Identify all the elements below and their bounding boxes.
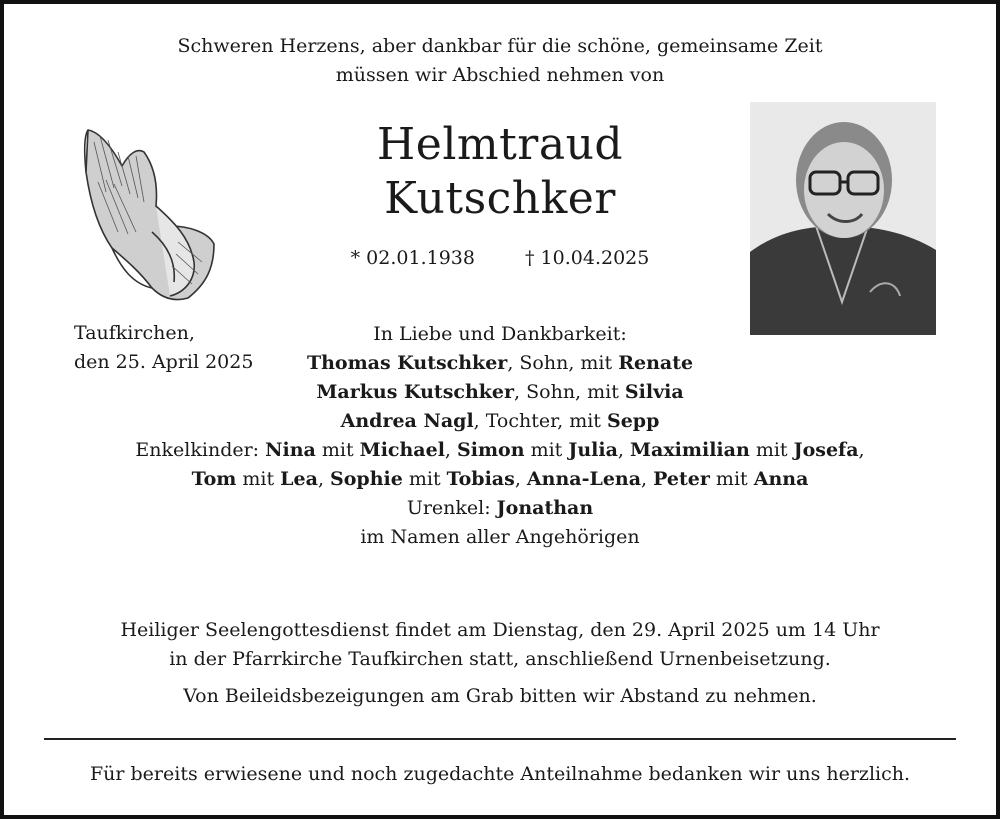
family-text: , (514, 468, 527, 490)
family-name: Josefa (793, 439, 859, 461)
family-list (0, 320, 1000, 552)
thanks-line: Für bereits erwiesene und noch zugedachte Anteilnahme bedanken wir uns herzlich. (89, 763, 911, 785)
family-text: , (444, 439, 457, 461)
death-date: † 10.04.2025 (525, 247, 650, 269)
family-name: Lea (280, 468, 318, 490)
family-text: , (317, 468, 331, 490)
family-name: Sophie (330, 468, 403, 490)
service-line-2: in der Pfarrkirche Taufkirchen statt, anschließend Urnenbeisetzung. (169, 648, 831, 670)
family-name: Peter (653, 468, 710, 490)
family-name: Silvia (624, 381, 684, 403)
family-text: , (641, 468, 654, 490)
family-name: Tom (191, 468, 237, 490)
family-name: Simon (457, 439, 525, 461)
birth-date: * 02.01.1938 (350, 247, 475, 269)
family-text: Enkelkinder: (135, 439, 266, 461)
last-name: Kutschker (384, 173, 616, 224)
family-text: , Tochter, mit (473, 410, 607, 432)
family-row (0, 465, 1000, 494)
family-name: Anna-Lena (526, 468, 642, 490)
family-text: , Sohn, mit (514, 381, 625, 403)
family-row (0, 436, 1000, 465)
family-name: Thomas Kutschker (306, 352, 508, 374)
family-name: Andrea Nagl (340, 410, 474, 432)
divider (44, 738, 956, 740)
family-name: Sepp (606, 410, 660, 432)
family-row (0, 349, 1000, 378)
family-row (0, 407, 1000, 436)
first-name: Helmtraud (376, 119, 624, 170)
condolence-note (0, 682, 1000, 711)
deceased-name (0, 118, 1000, 226)
family-text: mit (402, 468, 447, 490)
date-line: den 25. April 2025 (74, 351, 254, 373)
family-text: , (617, 439, 630, 461)
family-name: Julia (568, 439, 618, 461)
family-row (0, 523, 1000, 552)
family-text: , Sohn, mit (507, 352, 619, 374)
service-line-1: Heiliger Seelengottesdienst findet am Dienstag, den 29. April 2025 um 14 Uhr (120, 619, 880, 641)
life-dates (0, 247, 1000, 269)
family-name: Jonathan (496, 497, 594, 519)
intro-text (0, 32, 1000, 90)
family-name: Maximilian (630, 439, 750, 461)
family-name: Markus Kutschker (316, 381, 515, 403)
family-text: Urenkel: (406, 497, 497, 519)
family-text: mit (315, 439, 360, 461)
family-name: Nina (265, 439, 316, 461)
thanks-text (0, 760, 1000, 789)
family-text: mit (236, 468, 281, 490)
family-text: im Namen aller Angehörigen (360, 526, 640, 548)
family-heading: In Liebe und Dankbarkeit: (373, 323, 627, 345)
family-row (0, 378, 1000, 407)
family-name: Tobias (446, 468, 515, 490)
service-line-3: Von Beileidsbezeigungen am Grab bitten wir Abstand zu nehmen. (183, 685, 817, 707)
family-text: , (858, 439, 865, 461)
service-info (0, 616, 1000, 674)
family-text: mit (709, 468, 754, 490)
intro-line-2: müssen wir Abschied nehmen von (335, 64, 665, 86)
family-name: Renate (618, 352, 694, 374)
intro-line-1: Schweren Herzens, aber dankbar für die schöne, gemeinsame Zeit (177, 35, 823, 57)
family-text: mit (749, 439, 794, 461)
family-row (0, 494, 1000, 523)
place-line: Taufkirchen, (74, 322, 195, 344)
family-text: mit (524, 439, 569, 461)
family-name: Anna (753, 468, 809, 490)
family-name: Michael (359, 439, 445, 461)
